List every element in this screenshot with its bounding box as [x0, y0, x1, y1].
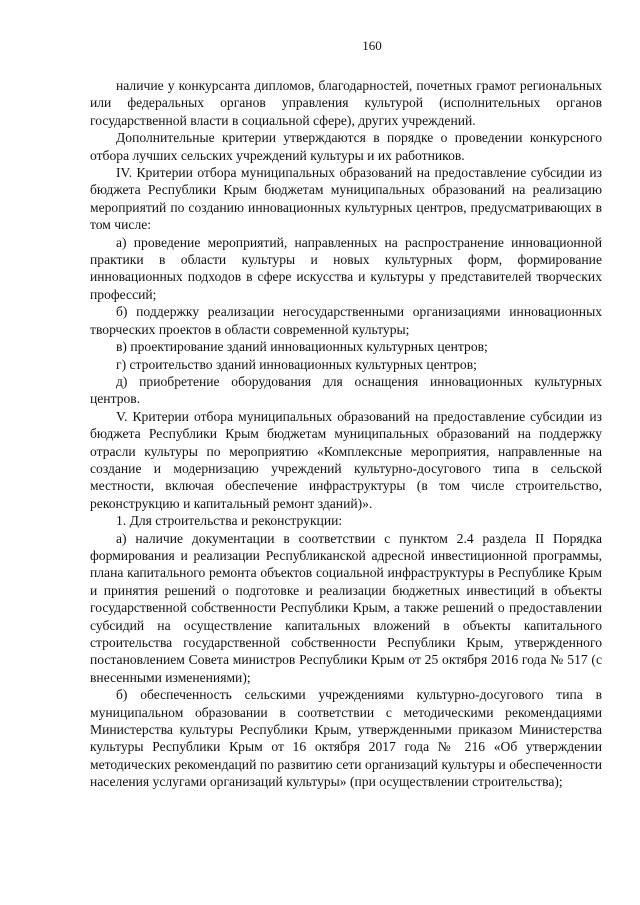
section-iv-heading-paragraph: IV. Критерии отбора муниципальных образований на предоставление субсидии из бюджета Республики Крым бюджетам муниципальных образований на реализацию мероприятий по созданию инновационных культурных центров, предусматривающих в том числе:: [90, 165, 602, 233]
list-item-b: б) поддержку реализации негосударственными организациями инновационных творческих проектов в области современной культуры;: [90, 304, 602, 337]
list-item-d: д) приобретение оборудования для оснащения инновационных культурных центров.: [90, 373, 602, 407]
paragraph: наличие у конкурсанта дипломов, благодарностей, почетных грамот региональных или федеральных органов управления культурой (исполнительных органов государственной власти в социальной сфере), других учреждений.: [90, 78, 602, 128]
paragraph: Дополнительные критерии утверждаются в порядке о проведении конкурсного отбора лучших сельских учреждений культуры и их работников.: [90, 130, 602, 163]
criterion-a: а) наличие документации в соответствии с пунктом 2.4 раздела II Порядка формирования и реализации Республиканской адресной инвестиционной программы, плана капитального ремонта объектов социальной инфраструктуры в Республике Крым и принятия решений о подготовке и реализации бюджетных инвестиций в объекты государственной собственности Республики Крым, а также решений о предоставлении субсидий на осуществление капитальных вложений в объекты капитального строительства государственной собственности Республики Крым, утвержденного постановлением Совета министров Республики Крым от 25 октября 2016 года № 517 (с внесенными изменениями);: [90, 530, 602, 685]
subsection-1-heading: 1. Для строительства и реконструкции:: [116, 513, 343, 529]
section-v-heading-paragraph: V. Критерии отбора муниципальных образований на предоставление субсидии из бюджета Республики Крым бюджетам муниципальных образований на поддержку отрасли культуры по мероприятию «Комплексные мероприятия, направленные на создание и модернизацию учреждений культурно-досугового типа в сельской местности, включая обеспечение инфраструктуры (в том числе строительство, реконструкцию и капитальный ремонт зданий)».: [90, 408, 602, 511]
list-item-a: а) проведение мероприятий, направленных на распространение инновационной практики в области культуры и новых культурных форм, формирование инновационных подходов в сфере искусства и культуры у представителей творческих профессий;: [90, 234, 602, 302]
document-body: [90, 77, 602, 791]
criterion-b: б) обеспеченность сельскими учреждениями культурно-досугового типа в муниципальном образовании в соответствии с методическими рекомендациями Министерства культуры Республики Крым, утвержденными приказом Министерства культуры Республики Крым от 16 октября 2017 года № 216 «Об утверждении методических рекомендаций по развитию сети организаций культуры и обеспеченности населения услугами организаций культуры» (при осуществлении строительства);: [90, 687, 602, 790]
list-item-v: в) проектирование зданий инновационных культурных центров;: [116, 339, 488, 355]
list-item-g: г) строительство зданий инновационных культурных центров;: [116, 356, 477, 372]
page-number: 160: [362, 38, 382, 53]
